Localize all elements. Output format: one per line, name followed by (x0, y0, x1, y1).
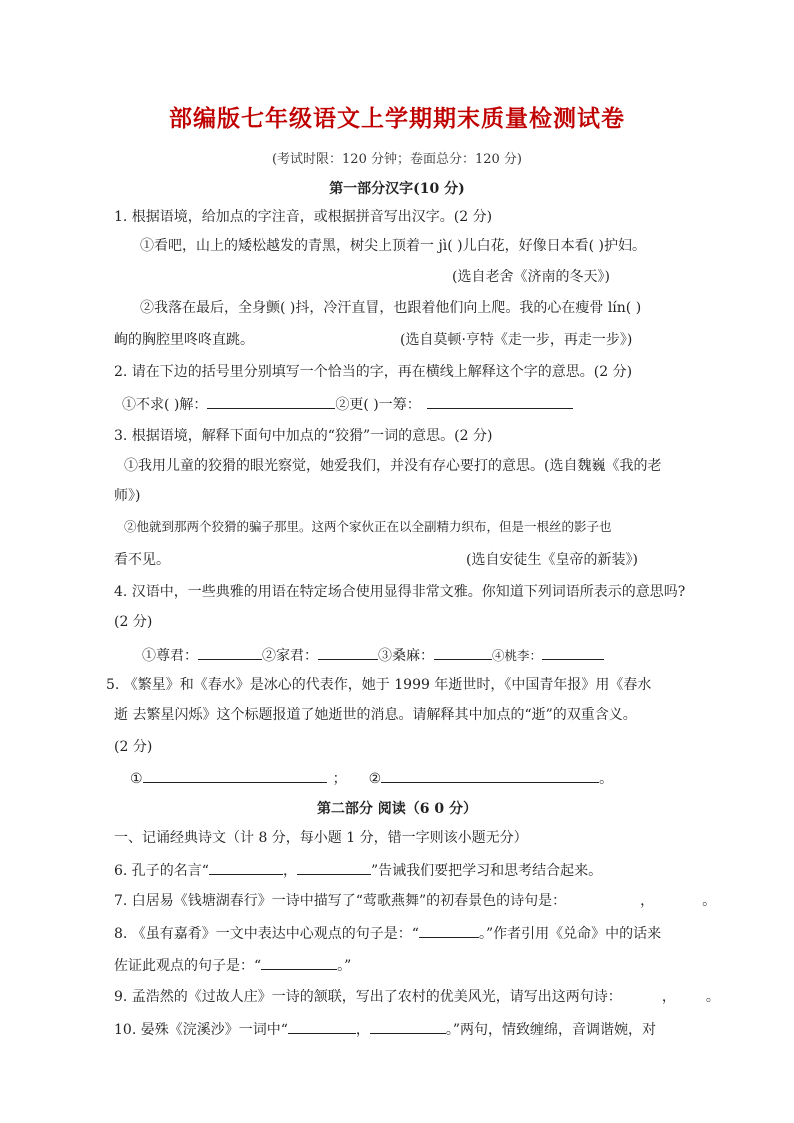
q4-blank2[interactable] (318, 645, 378, 660)
q4-blank1[interactable] (198, 645, 262, 660)
q7 (114, 891, 716, 911)
part2-heading: 第二部分 阅读（6 0 分） (316, 801, 478, 817)
q4-item1: ①尊君： (142, 648, 198, 664)
q8 (114, 923, 661, 944)
q3-sentence1-cont: 师》) (114, 488, 141, 504)
q5-answers (130, 768, 613, 789)
q9 (114, 987, 720, 1007)
q9-comma: ， (661, 989, 676, 1005)
q7-text: 7. 白居易《钱塘湖春行》一诗中描写了“莺歌燕舞”的初春景色的诗句是： (114, 893, 567, 909)
q4-items (142, 645, 604, 666)
q6-blank1[interactable] (209, 860, 283, 875)
q1-source2: (选自莫顿·亨特《走一步，再走一步》) (400, 332, 633, 348)
q2-line (122, 394, 573, 415)
q10-text-a: 10. 晏殊《浣溪沙》一词中“ (114, 1022, 288, 1038)
q10 (114, 1019, 656, 1040)
q6-comma: ， (282, 863, 297, 879)
q8-text-c: 佐证此观点的句子是：“ (114, 958, 262, 974)
q8-line2 (114, 955, 351, 976)
q5-blank1[interactable] (143, 768, 327, 783)
q5-blank2[interactable] (381, 768, 599, 783)
q9-text: 9. 孟浩然的《过故人庄》一诗的颔联，写出了农村的优美风光，请写出这两句诗： (114, 989, 622, 1005)
q4-stem: 4. 汉语中，一些典雅的用语在特定场合使用显得非常文雅。你知道下列词语所表示的意思吗? (114, 584, 686, 600)
q10-comma: ， (355, 1022, 370, 1038)
q5-label2: ② (368, 771, 382, 787)
q2-stem-text: 2. 请在下边的括号里分别填写一个恰当的字，再在横线上解释这个字的意思。(2 分) (114, 364, 633, 380)
q5-separator: ； (332, 771, 347, 787)
q8-text-b: 。”作者引用《兑命》中的话来 (478, 926, 662, 942)
q5-line1: 5. 《繁星》和《春水》是冰心的代表作，她于 1999 年逝世时，《中国青年报》用《春水 (106, 677, 652, 693)
q4-item4: ④桃李： (492, 648, 543, 663)
q4-blank4[interactable] (542, 645, 604, 660)
q8-blank2[interactable] (261, 955, 337, 970)
q10-blank2[interactable] (370, 1019, 446, 1034)
q10-blank1[interactable] (288, 1019, 356, 1034)
q4-score: (2 分) (114, 614, 153, 630)
q9-end: 。 (705, 989, 720, 1005)
q2-answer2-blank[interactable] (427, 394, 573, 409)
q5-score: (2 分) (114, 739, 153, 755)
q5-line2: 逝 去繁星闪烁》这个标题报道了她逝世的消息。请解释其中加点的“逝”的双重含义。 (114, 707, 637, 723)
q2-item1: ①不求( )解： (122, 397, 208, 413)
q6-text-a: 6. 孔子的名言“ (114, 863, 209, 879)
q2-item2: ②更( )一筹： (335, 397, 421, 413)
q4-item2: ②家君： (262, 648, 318, 664)
q7-comma: ， (640, 893, 655, 909)
q3-stem: 3. 根据语境，解释下面句中加点的“狡猾”一词的意思。(2 分) (114, 428, 493, 444)
q7-end: 。 (702, 893, 717, 909)
q1-sentence2-cont: 峋的胸腔里咚咚直跳。 (114, 332, 254, 348)
q6 (114, 860, 602, 881)
part1-heading: 第一部分汉字(10 分) (329, 181, 465, 197)
q3-sentence2-cont: 看不见。 (114, 552, 170, 568)
section-1-heading: 一、记诵经典诗文（计 8 分，每小题 1 分，错一字则该小题无分） (114, 830, 528, 846)
q5-end: 。 (599, 771, 614, 787)
q3-sentence1: ①我用儿童的狡猾的眼光察觉，她爱我们，并没有存心要打的意思。(选自魏巍《我的老 (124, 458, 662, 474)
q1-stem: 1. 根据语境，给加点的字注音，或根据拼音写出汉字。(2 分) (114, 209, 493, 225)
q8-text-d: 。” (337, 958, 352, 974)
q6-text-b: ”告诫我们要把学习和思考结合起来。 (370, 863, 603, 879)
q2-answer1-blank[interactable] (207, 394, 335, 409)
q1-source1: (选自老舍《济南的冬天》) (452, 269, 610, 285)
q4-blank3[interactable] (434, 645, 492, 660)
q5-label1: ① (130, 771, 143, 787)
q8-text-a: 8. 《虽有嘉肴》一文中表达中心观点的句子是：“ (114, 926, 419, 942)
q1-sentence2: ②我落在最后，全身颤( )抖，冷汗直冒，也跟着他们向上爬。我的心在瘦骨 lín( ) (140, 300, 642, 316)
q10-text-b: 。”两句，情致缠绵，音调谐婉，对 (445, 1022, 657, 1038)
exam-title: 部编版七年级语文上学期期末质量检测试卷 (169, 106, 625, 132)
q1-sentence1: ①看吧，山上的矮松越发的青黑，树尖上顶着一 jì( )儿白花，好像日本看( )护妇。 (140, 238, 647, 254)
q4-item3: ③桑麻： (378, 648, 434, 664)
q8-blank1[interactable] (419, 923, 479, 938)
q3-source2: (选自安徒生《皇帝的新装》) (466, 552, 638, 568)
q3-sentence2: ②他就到那两个狡猾的骗子那里。这两个家伙正在以全副精力织布，但是一根丝的影子也 (124, 519, 612, 534)
q6-blank2[interactable] (297, 860, 371, 875)
exam-info: (考试时限：120 分钟；卷面总分：120 分) (271, 152, 523, 167)
